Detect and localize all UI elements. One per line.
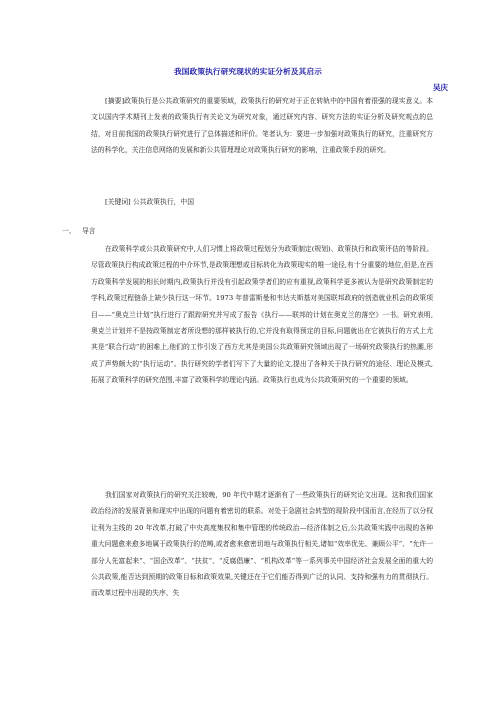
body-paragraph: 在政策科学或公共政策研究中,人们习惯上将政策过程划分为政策制定(规划)、政策执行和政策评估的等阶段。尽管政策执行构成政策过程的中介环节,是政策理想或目标转化为政策现实的唯一途径,有十分重要的地位,但是,在西方政策科学发展的相长时期内,政策执行并没有引起政策学者们的应有重视,政策科学更多被认为是研究政策制定的学科,政策过程链条上缺少执行这一环节。1973 年普雷斯曼和韦达夫斯基对美国联邦政府的创造就业机会的政策项目——“奥克兰计划”执行进行了跟踪研究并写成了报告《执行——联邦的计划在奥克兰的落空》一书。研究表明,奥克兰计划并不是按政策制定者所设想的那样被执行的,它并没有取得预定的目标,问题就出在它被执行的方式上尤其是“联合行动”的困难上,他们的工作引发了西方尤其是美国公共政策研究领域出现了一场研究政策执行的热潮,形成了声势颇大的“执行运动”。执行研究的学者们写下了大量的论文,提出了各种关于执行研究的途径、理论及模式,拓展了政策科学的研究范围,丰富了政策科学的理论内涵。政策执行也成为公共政策研究的一个重要的领域。 bbox=[91, 245, 434, 385]
keywords: [关键词] 公共政策执行，中国 bbox=[105, 198, 195, 206]
section-number: 一、 bbox=[62, 227, 76, 235]
document-title: 我国政策执行研究现状的实证分析及其启示 bbox=[173, 67, 323, 76]
author-name: 吴庆 bbox=[432, 83, 448, 92]
section-heading bbox=[62, 225, 96, 235]
abstract: [摘要]政策执行是公共政策研究的重要领域，政策执行的研究对于正在转轨中的中国有着很强的现实意义。本文以国内学术期刊上发表的政策执行有关论文为研究对象，通过研究内容、研究方法的实证分析及研究观点的总结，对目前我国的政策执行研究进行了总体描述和评价。笔者认为：要进一步加强对政策执行的研究，注重研究方法的科学化，关注信息网络的发展和新公共管理理论对政策执行研究的影响，注重政策手段的研究。 bbox=[91, 97, 433, 155]
body-paragraph: 我们国家对政策执行的研究关注较晚，90 年代中期才逐渐有了一些政策执行的研究论文出现。这和我们国家政治经济的发展背景和现实中出现的问题有着密切的联系。对处于急剧社会转型的现阶段中国而言,在经历了以分权让利为主线的 20 年改革,打破了中央高度集权和集中管理的传统政治—经济体制之后,公共政策实践中出现的各种重大问题愈来愈多地属于政策执行的范畴,或者愈来愈密切地与政策执行相关,诸如“效率优先、兼顾公平”、“允许一部分人先富起来”、“国企改革”、“扶贫”、“反腐倡廉”、“机构改革”等一系列事关中国经济社会发展全面的重大的公共政策,能否达到预期的政策目标和政策效果,关键还在于它们能否得到广泛的认同、支持和强有力的贯彻执行。而改革过程中出现的失序、失 bbox=[91, 491, 434, 598]
section-title: 导言 bbox=[82, 227, 96, 235]
